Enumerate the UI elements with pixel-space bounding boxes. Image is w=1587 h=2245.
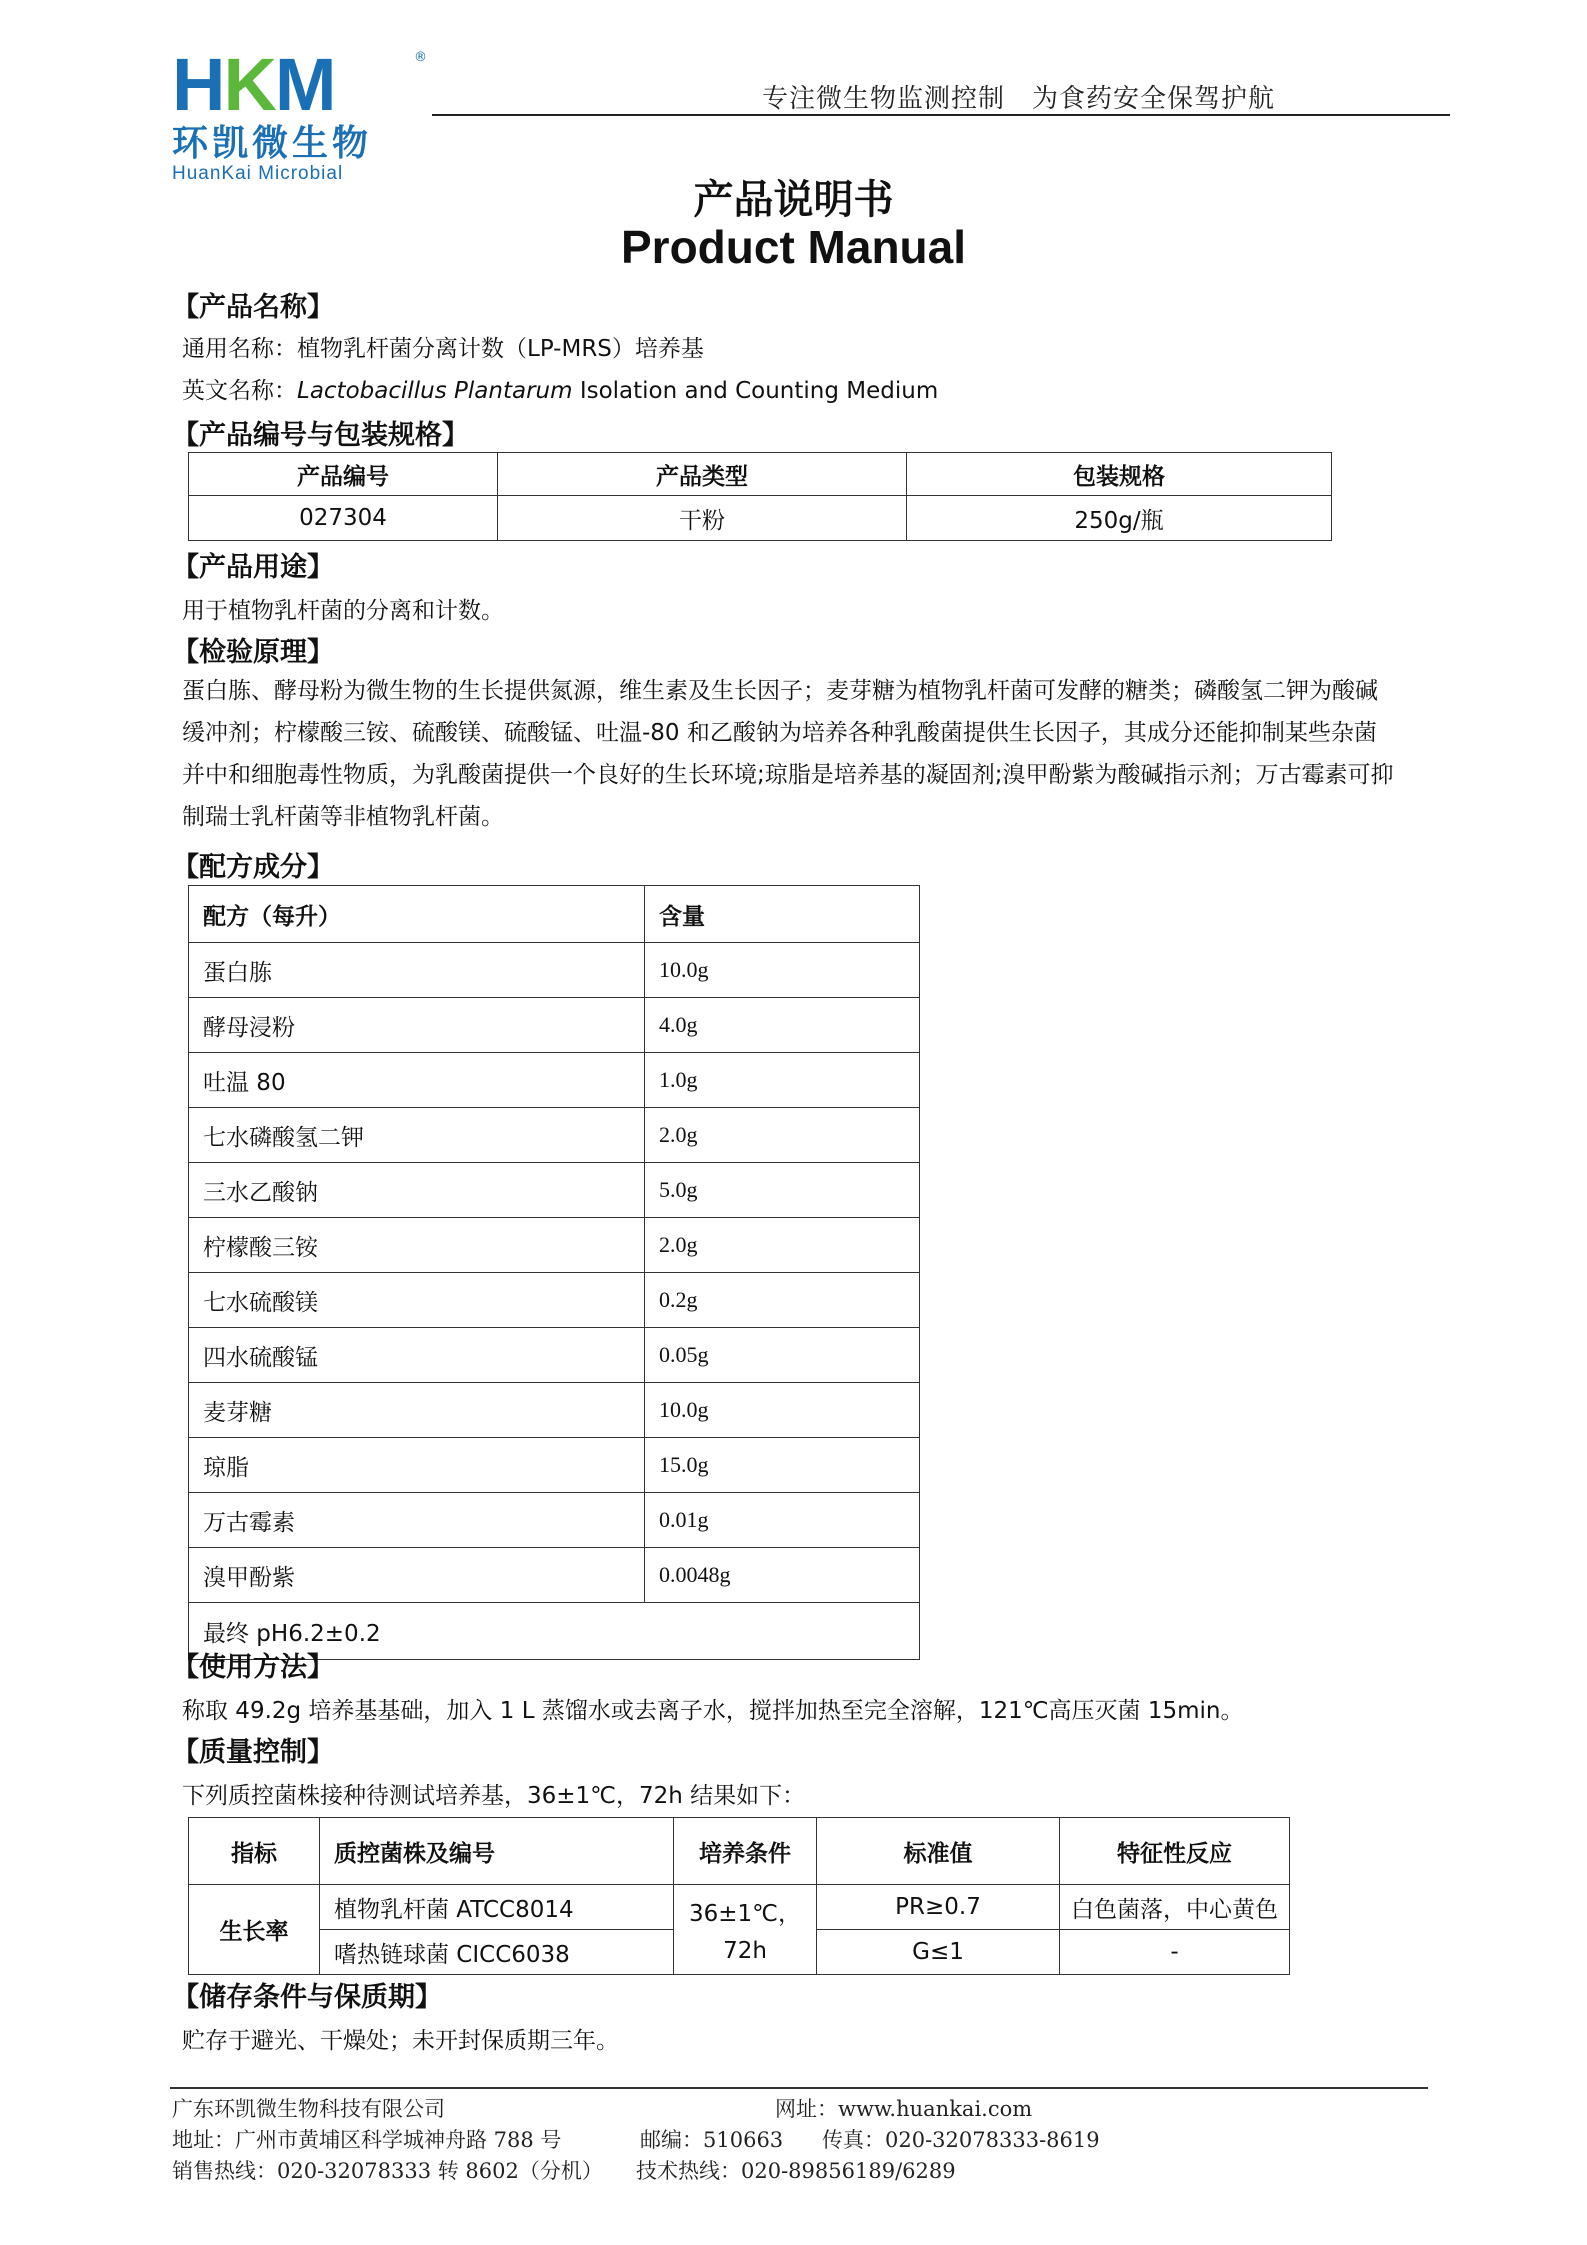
pack-code: 027304 <box>189 496 498 541</box>
qc-strain: 嗜热链球菌 CICC6038 <box>320 1930 674 1975</box>
qc-standard: PR≥0.7 <box>817 1885 1060 1930</box>
table-row <box>189 1548 920 1603</box>
ingredient: 吐温 80 <box>189 1053 645 1108</box>
logo-english-name: HuanKai Microbial <box>172 163 344 184</box>
table-row <box>189 1438 920 1493</box>
table-row <box>189 1328 920 1383</box>
english-name-rest: Isolation and Counting Medium <box>572 378 939 404</box>
ingredient: 琼脂 <box>189 1438 645 1493</box>
table-row <box>189 1273 920 1328</box>
formula-table-header <box>189 886 920 943</box>
footer-fax: 传真：020-32078333-8619 <box>822 2128 1100 2152</box>
pack-header-code: 产品编号 <box>189 453 498 496</box>
section-principle: 【检验原理】 <box>172 637 334 668</box>
section-storage: 【储存条件与保质期】 <box>172 1982 442 2013</box>
section-code-pack: 【产品编号与包装规格】 <box>172 420 469 451</box>
pack-header-type: 产品类型 <box>498 453 907 496</box>
page-title-en: Product Manual <box>620 221 967 273</box>
amount: 2.0g <box>645 1218 920 1273</box>
logo-mark <box>172 43 432 126</box>
qc-condition-temp: 36±1℃， <box>688 1901 801 1927</box>
pack-table <box>188 452 1332 541</box>
ingredient: 溴甲酚紫 <box>189 1548 645 1603</box>
registered-mark: ® <box>414 50 427 65</box>
footer-tech-hotline: 技术热线：020-89856189/6289 <box>636 2159 956 2183</box>
table-row <box>189 943 920 998</box>
method-text: 称取 49.2g 培养基基础，加入 1 L 蒸馏水或去离子水，搅拌加热至完全溶解，121℃高压灭菌 15min。 <box>182 1698 1244 1724</box>
qc-header-standard: 标准值 <box>817 1818 1060 1885</box>
english-name-italic: Lactobacillus Plantarum <box>297 378 573 404</box>
amount: 10.0g <box>645 943 920 998</box>
ingredient: 七水硫酸镁 <box>189 1273 645 1328</box>
formula-table <box>188 885 920 1660</box>
ingredient: 四水硫酸锰 <box>189 1328 645 1383</box>
qc-indicator: 生长率 <box>189 1885 320 1975</box>
principle-paragraph <box>182 670 1452 838</box>
footer-divider <box>170 2087 1428 2089</box>
ingredient: 酵母浸粉 <box>189 998 645 1053</box>
table-row <box>189 1885 1290 1930</box>
formula-header-ingredient: 配方（每升） <box>189 886 645 943</box>
common-name-value: 植物乳杆菌分离计数（LP-MRS）培养基 <box>297 336 704 362</box>
table-row <box>189 1053 920 1108</box>
principle-line: 并中和细胞毒性物质，为乳酸菌提供一个良好的生长环境;琼脂是培养基的凝固剂;溴甲酚紫为酸碱指示剂；万古霉素可抑 <box>182 762 1394 788</box>
amount: 0.2g <box>645 1273 920 1328</box>
amount: 10.0g <box>645 1383 920 1438</box>
ingredient: 麦芽糖 <box>189 1383 645 1438</box>
principle-line: 缓冲剂；柠檬酸三铵、硫酸镁、硫酸锰、吐温-80 和乙酸钠为培养各种乳酸菌提供生长因子，其成分还能抑制某些杂菌 <box>182 720 1377 746</box>
qc-standard: G≤1 <box>817 1930 1060 1975</box>
footer-sales-hotline: 销售热线：020-32078333 转 8602（分机） <box>172 2159 603 2183</box>
qc-header-condition: 培养条件 <box>674 1818 817 1885</box>
ingredient: 三水乙酸钠 <box>189 1163 645 1218</box>
amount: 0.01g <box>645 1493 920 1548</box>
final-ph: 最终 pH6.2±0.2 <box>189 1603 920 1660</box>
amount: 0.0048g <box>645 1548 920 1603</box>
ingredient: 柠檬酸三铵 <box>189 1218 645 1273</box>
logo-letter-m: M <box>274 43 335 126</box>
qc-condition-time: 72h <box>723 1938 767 1964</box>
ingredient: 蛋白胨 <box>189 943 645 998</box>
logo-letter-k: K <box>223 43 275 126</box>
table-row <box>189 496 1332 541</box>
section-method: 【使用方法】 <box>172 1652 334 1683</box>
amount: 1.0g <box>645 1053 920 1108</box>
company-logo <box>172 43 432 184</box>
qc-header-strain: 质控菌株及编号 <box>320 1818 674 1885</box>
footer-website: 网址：www.huankai.com <box>775 2097 1033 2121</box>
formula-header-amount: 含量 <box>645 886 920 943</box>
principle-line: 制瑞士乳杆菌等非植物乳杆菌。 <box>182 804 504 830</box>
amount: 15.0g <box>645 1438 920 1493</box>
footer-company: 广东环凯微生物科技有限公司 <box>172 2097 445 2121</box>
table-row <box>189 1383 920 1438</box>
amount: 4.0g <box>645 998 920 1053</box>
english-name-label: 英文名称： <box>182 378 297 404</box>
storage-text: 贮存于避光、干燥处；未开封保质期三年。 <box>182 2028 619 2054</box>
header-slogan: 专注微生物监测控制 为食药安全保驾护航 <box>762 84 1276 114</box>
pack-spec: 250g/瓶 <box>907 496 1332 541</box>
amount: 5.0g <box>645 1163 920 1218</box>
qc-header-indicator: 指标 <box>189 1818 320 1885</box>
table-row <box>189 998 920 1053</box>
table-row <box>189 1493 920 1548</box>
pack-header-spec: 包装规格 <box>907 453 1332 496</box>
qc-reaction: - <box>1060 1930 1290 1975</box>
qc-table <box>188 1817 1290 1975</box>
amount: 2.0g <box>645 1108 920 1163</box>
header-divider <box>432 114 1450 116</box>
section-usage: 【产品用途】 <box>172 552 334 583</box>
qc-condition <box>674 1885 817 1975</box>
quality-intro: 下列质控菌株接种待测试培养基，36±1℃，72h 结果如下： <box>182 1783 806 1809</box>
logo-chinese-name: 环凯微生物 <box>172 123 373 164</box>
common-name-line <box>182 330 704 363</box>
table-row <box>189 1108 920 1163</box>
footer-postcode: 邮编：510663 <box>640 2128 784 2152</box>
qc-header-reaction: 特征性反应 <box>1060 1818 1290 1885</box>
ingredient: 七水磷酸氢二钾 <box>189 1108 645 1163</box>
qc-table-header <box>189 1818 1290 1885</box>
common-name-label: 通用名称： <box>182 336 297 362</box>
logo-letter-h: H <box>172 43 224 126</box>
qc-reaction: 白色菌落，中心黄色 <box>1060 1885 1290 1930</box>
table-row <box>189 1163 920 1218</box>
english-name-line <box>182 372 938 405</box>
ingredient: 万古霉素 <box>189 1493 645 1548</box>
pack-table-header <box>189 453 1332 496</box>
section-formula: 【配方成分】 <box>172 852 334 883</box>
section-quality: 【质量控制】 <box>172 1737 334 1768</box>
principle-line: 蛋白胨、酵母粉为微生物的生长提供氮源，维生素及生长因子；麦芽糖为植物乳杆菌可发酵的糖类；磷酸氢二钾为酸碱 <box>182 678 1378 704</box>
qc-strain: 植物乳杆菌 ATCC8014 <box>320 1885 674 1930</box>
section-product-name: 【产品名称】 <box>172 292 334 323</box>
footer-address: 地址：广州市黄埔区科学城神舟路 788 号 <box>172 2128 562 2152</box>
amount: 0.05g <box>645 1328 920 1383</box>
table-row <box>189 1218 920 1273</box>
usage-text: 用于植物乳杆菌的分离和计数。 <box>182 598 504 624</box>
pack-type: 干粉 <box>498 496 907 541</box>
page-title-cn: 产品说明书 <box>693 177 894 223</box>
